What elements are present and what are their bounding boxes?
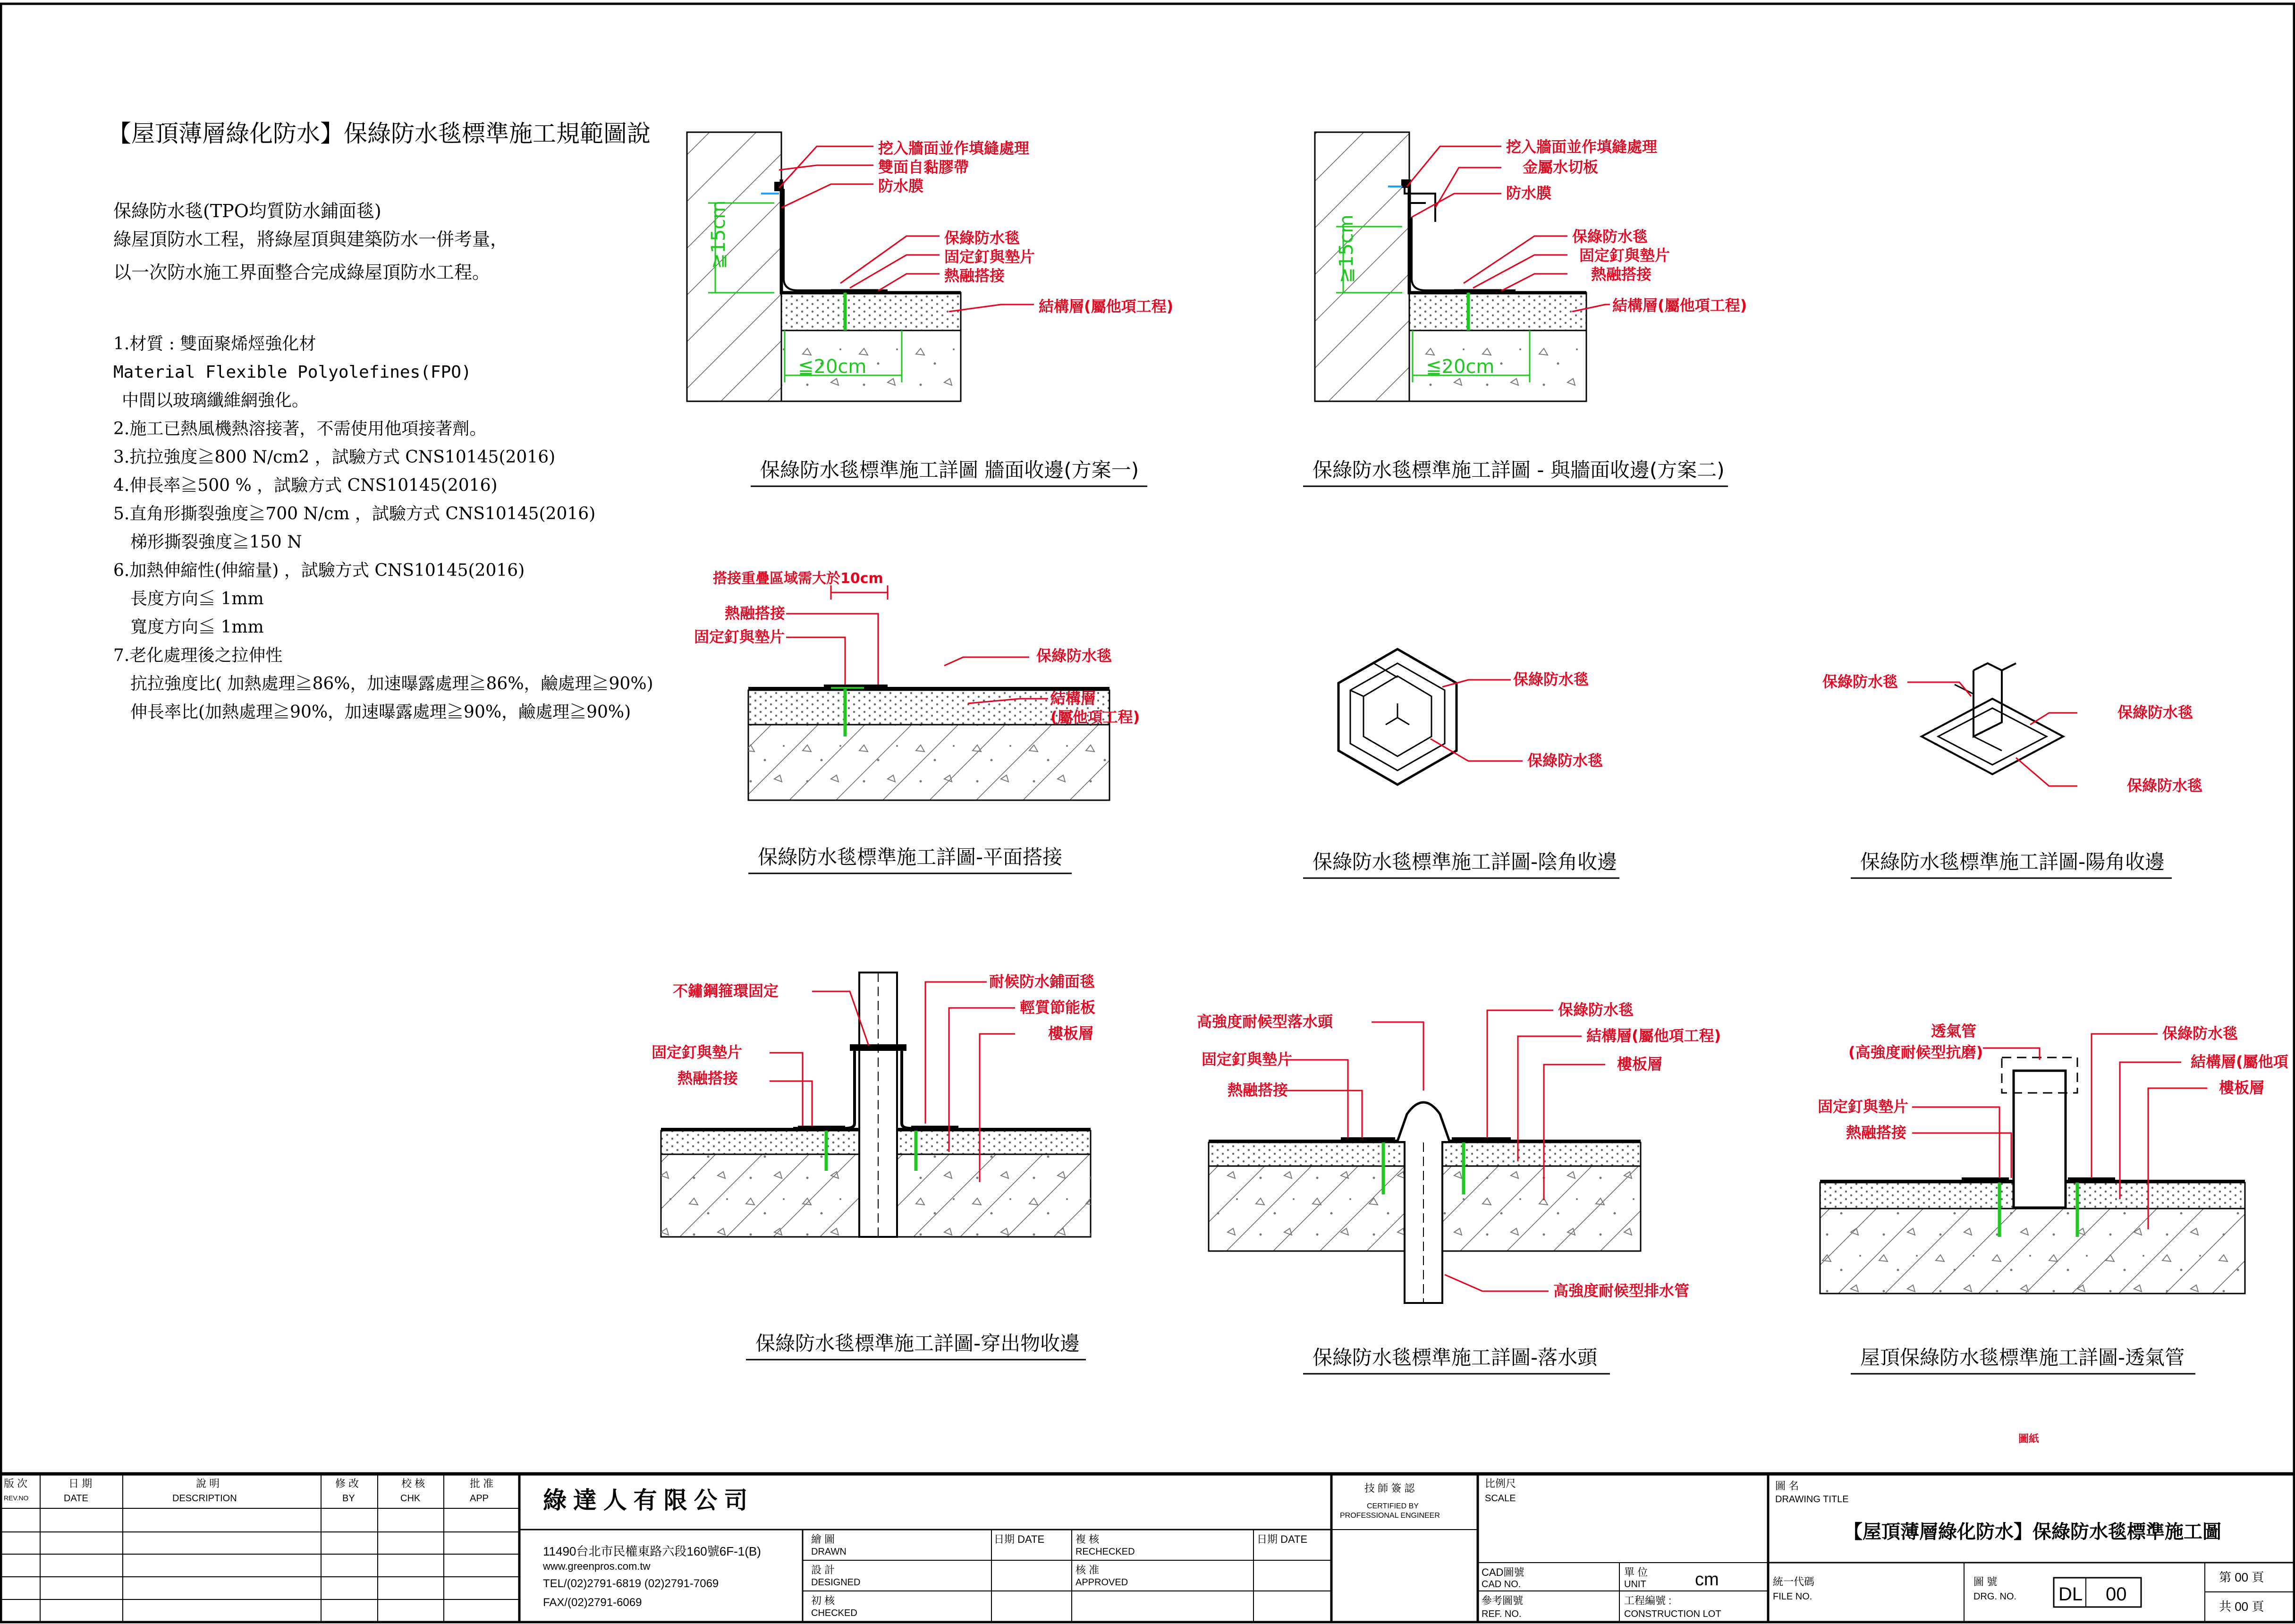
detail-outer-corner: [1822, 663, 2202, 878]
total-sheets: 共 00 頁: [2219, 1599, 2264, 1614]
label-clamp: 不鏽鋼箍環固定: [673, 982, 779, 1000]
chk-header: 校 核: [401, 1478, 425, 1489]
label-fastener: 固定釘與墊片: [652, 1043, 743, 1061]
unit-label: 單 位: [1624, 1566, 1648, 1578]
label-weld: 熱融搭接: [1846, 1124, 1907, 1142]
caption-drain: 保綠防水毯標準施工詳圖-落水頭: [1313, 1346, 1598, 1369]
label-blanket: 保綠防水毯: [1036, 647, 1112, 665]
sheet-number: 第 00 頁: [2219, 1570, 2264, 1584]
label-fastener: 固定釘與墊片: [694, 628, 785, 646]
lot-label: 工程編號 :: [1624, 1595, 1672, 1607]
label-drain-head: 高強度耐候型落水頭: [1197, 1013, 1333, 1031]
label-overlap-note: 搭接重疊區域需大於10cm: [713, 570, 883, 587]
label-structure: 結構層(屬他項工程): [1586, 1027, 1721, 1045]
spec-line: Material Flexible Polyolefines(FPO): [113, 363, 472, 382]
label-fastener: 固定釘與墊片: [1579, 246, 1670, 264]
drawn-label-en: DRAWN: [811, 1547, 847, 1557]
stamp-mark: 圖紙: [2018, 1433, 2040, 1445]
spec-line: 抗拉強度比( 加熱處理≧86%，加速曝露處理≧86%，鹼處理≧90%): [130, 674, 653, 694]
cad-label-en: CAD NO.: [1482, 1579, 1521, 1590]
label-fastener: 固定釘與墊片: [1818, 1098, 1909, 1116]
by-header-en: BY: [342, 1493, 355, 1504]
label-blanket: 保綠防水毯: [2162, 1024, 2238, 1042]
spec-line: 寬度方向≦ 1mm: [130, 617, 264, 637]
unit-value: cm: [1695, 1570, 1719, 1590]
drg-number: 00: [2106, 1584, 2127, 1605]
date-header: 日 期: [68, 1478, 93, 1489]
caption-wall-2: 保綠防水毯標準施工詳圖 - 與牆面收邊(方案二): [1313, 458, 1725, 482]
label-membrane: 防水膜: [878, 177, 924, 195]
label-structure-note: (屬他項工程): [1050, 708, 1140, 726]
spec-line: 7.老化處理後之拉伸性: [113, 646, 283, 665]
spec-line: 長度方向≦ 1mm: [130, 589, 264, 609]
spec-line: 2.施工已熱風機熱溶接著，不需使用他項接著劑。: [113, 419, 487, 439]
notes-block: [108, 120, 653, 722]
checked-label-en: CHECKED: [811, 1608, 857, 1618]
cad-label: CAD圖號: [1482, 1566, 1524, 1578]
title-block-text: [4, 1478, 2265, 1619]
caption-pipe: 保綠防水毯標準施工詳圖-穿出物收邊: [755, 1332, 1080, 1355]
date-label: 日期 DATE: [1257, 1533, 1308, 1545]
label-structure: 結構層: [1050, 689, 1096, 707]
approved-label: 核 准: [1076, 1564, 1100, 1576]
detail-inner-corner: [1303, 649, 1619, 878]
label-membrane: 防水膜: [1506, 184, 1552, 202]
rev-no-header: 版 次: [4, 1478, 28, 1489]
spec-line: 伸長率比(加熱處理≧90%，加速曝露處理≧90%，鹼處理≧90%): [130, 702, 631, 722]
label-wall-embed: 挖入牆面並作填縫處理: [878, 139, 1030, 157]
ref-label-en: REF. NO.: [1482, 1609, 1522, 1619]
checked-label: 初 核: [811, 1595, 835, 1607]
detail-flat-overlap: [694, 570, 1140, 873]
drawing-title-label-en: DRAWING TITLE: [1775, 1494, 1849, 1505]
scale-label: 比例尺: [1485, 1478, 1516, 1489]
spec-line: 4.伸長率≧500 % ，試驗方式 CNS10145(2016): [113, 476, 498, 495]
label-weld: 熱融搭接: [944, 267, 1005, 285]
label-structure: 結構層(屬他項工程): [1039, 297, 1174, 315]
notes-title: 【屋頂薄層綠化防水】保綠防水毯標準施工規範圖說: [108, 120, 651, 147]
label-sheet: 耐候防水鋪面毯: [989, 973, 1095, 990]
label-board: 輕質節能板: [1020, 998, 1096, 1016]
label-drain-pipe: 高強度耐候型排水管: [1553, 1282, 1690, 1300]
label-slab: 樓板層: [1617, 1055, 1663, 1073]
label-blanket: 保綠防水毯: [1572, 228, 1648, 245]
label-fastener: 固定釘與墊片: [1202, 1050, 1293, 1068]
label-flashing: 金屬水切板: [1523, 158, 1599, 176]
label-blanket: 保綠防水毯: [1558, 1001, 1634, 1019]
description-header: 說 明: [196, 1478, 220, 1489]
dim-height: ≧15cm: [1336, 214, 1357, 283]
label-weld: 熱融搭接: [677, 1069, 738, 1087]
spec-line: 梯形撕裂強度≧150 N: [130, 533, 302, 552]
unit-label-en: UNIT: [1624, 1579, 1646, 1590]
spec-line: 5.直角形撕裂強度≧700 N/cm ，試驗方式 CNS10145(2016): [113, 504, 596, 524]
label-blanket: 保綠防水毯: [944, 229, 1020, 247]
label-wall-embed: 挖入牆面並作填縫處理: [1506, 138, 1658, 156]
label-weld: 熱融搭接: [725, 604, 786, 622]
dim-width: ≦20cm: [798, 356, 867, 378]
approved-label-en: APPROVED: [1076, 1577, 1128, 1588]
designed-label: 設 計: [811, 1564, 835, 1576]
label-tape: 雙面自黏膠帶: [878, 158, 969, 176]
engineer-label-en: CERTIFIED BY: [1367, 1502, 1419, 1510]
description-header-en: DESCRIPTION: [172, 1493, 237, 1504]
intro-line: 保綠防水毯(TPO均質防水鋪面毯): [113, 201, 381, 221]
app-header: 批 准: [470, 1478, 494, 1489]
lot-label-en: CONSTRUCTION LOT: [1624, 1609, 1721, 1619]
file-no-label-en: FILE NO.: [1773, 1591, 1812, 1602]
by-header: 修 改: [335, 1478, 359, 1489]
designed-label-en: DESIGNED: [811, 1577, 861, 1588]
detail-wall-option-2: [1303, 132, 1747, 486]
label-weld: 熱融搭接: [1228, 1081, 1288, 1099]
drawing-title-label: 圖 名: [1775, 1480, 1799, 1492]
company-name: 綠 達 人 有 限 公 司: [543, 1487, 748, 1514]
scale-label-en: SCALE: [1485, 1493, 1516, 1504]
engineer-label-en2: PROFESSIONAL ENGINEER: [1340, 1512, 1440, 1520]
intro-line: 以一次防水施工界面整合完成綠屋頂防水工程。: [113, 262, 491, 283]
caption-wall-1: 保綠防水毯標準施工詳圖 牆面收邊(方案一): [760, 458, 1139, 482]
chk-header-en: CHK: [400, 1493, 421, 1504]
label-vent: 透氣管: [1931, 1022, 1977, 1040]
label-weld: 熱融搭接: [1591, 265, 1652, 283]
label-blanket: 保綠防水毯: [2117, 703, 2193, 721]
file-no-label: 統一代碼: [1773, 1576, 1815, 1588]
label-blanket: 保綠防水毯: [1527, 752, 1603, 770]
date-header-en: DATE: [64, 1493, 88, 1504]
label-structure: 結構層(屬他項工程): [1612, 296, 1747, 314]
drawing-title: 【屋頂薄層綠化防水】保綠防水毯標準施工圖: [1844, 1522, 2221, 1542]
caption-flat: 保綠防水毯標準施工詳圖-平面搭接: [758, 846, 1063, 869]
spec-line: 6.加熱伸縮性(伸縮量) ，試驗方式 CNS10145(2016): [113, 561, 525, 580]
app-header-en: APP: [470, 1493, 489, 1504]
drawn-label: 繪 圖: [811, 1533, 835, 1545]
label-vent-note: (高強度耐候型抗磨): [1848, 1043, 1983, 1061]
intro-line: 綠屋頂防水工程，將綠屋頂與建築防水一併考量，: [113, 229, 508, 250]
spec-line: 3.抗拉強度≧800 N/cm2 ，試驗方式 CNS10145(2016): [113, 448, 556, 467]
detail-pipe-penetration: [652, 973, 1095, 1360]
ref-label: 參考圖號: [1482, 1595, 1524, 1607]
dim-height: ≧15cm: [708, 200, 729, 269]
spec-line: 中間以玻璃纖維網強化。: [122, 391, 309, 410]
label-slab: 樓板層: [2219, 1079, 2265, 1097]
label-blanket: 保綠防水毯: [1822, 673, 1898, 691]
rechecked-label-en: RECHECKED: [1076, 1547, 1135, 1557]
company-fax: FAX/(02)2791-6069: [543, 1596, 642, 1609]
engineer-label: 技 師 簽 認: [1364, 1482, 1415, 1494]
dim-width: ≦20cm: [1426, 356, 1495, 378]
caption-outer: 保綠防水毯標準施工詳圖-陽角收邊: [1860, 850, 2165, 873]
rechecked-label: 複 核: [1076, 1533, 1100, 1545]
drg-no-label-en: DRG. NO.: [1973, 1591, 2017, 1602]
caption-vent: 屋頂保綠防水毯標準施工詳圖-透氣管: [1860, 1346, 2185, 1369]
rev-no-header-en: REV.NO: [4, 1494, 29, 1502]
label-structure: 結構層(屬他項: [2191, 1053, 2288, 1071]
date-label: 日期 DATE: [994, 1533, 1045, 1545]
drg-prefix: DL: [2058, 1584, 2083, 1605]
company-address: 11490台北市民權東路六段160號6F-1(B): [543, 1544, 761, 1558]
drg-no-label: 圖 號: [1973, 1576, 1998, 1588]
detail-drain: [1197, 1001, 1721, 1374]
company-tel: TEL/(02)2791-6819 (02)2791-7069: [543, 1577, 719, 1590]
detail-wall-option-1: [687, 132, 1173, 486]
company-website: www.greenpros.com.tw: [543, 1560, 651, 1572]
label-slab: 樓板層: [1048, 1024, 1094, 1042]
label-blanket: 保綠防水毯: [1513, 670, 1589, 688]
label-fastener: 固定釘與墊片: [944, 248, 1035, 266]
spec-line: 1.材質 : 雙面聚烯烴強化材: [113, 334, 316, 354]
detail-vent-pipe: [1818, 1022, 2288, 1374]
caption-inner: 保綠防水毯標準施工詳圖-陰角收邊: [1313, 850, 1618, 873]
label-blanket: 保綠防水毯: [2127, 777, 2203, 795]
